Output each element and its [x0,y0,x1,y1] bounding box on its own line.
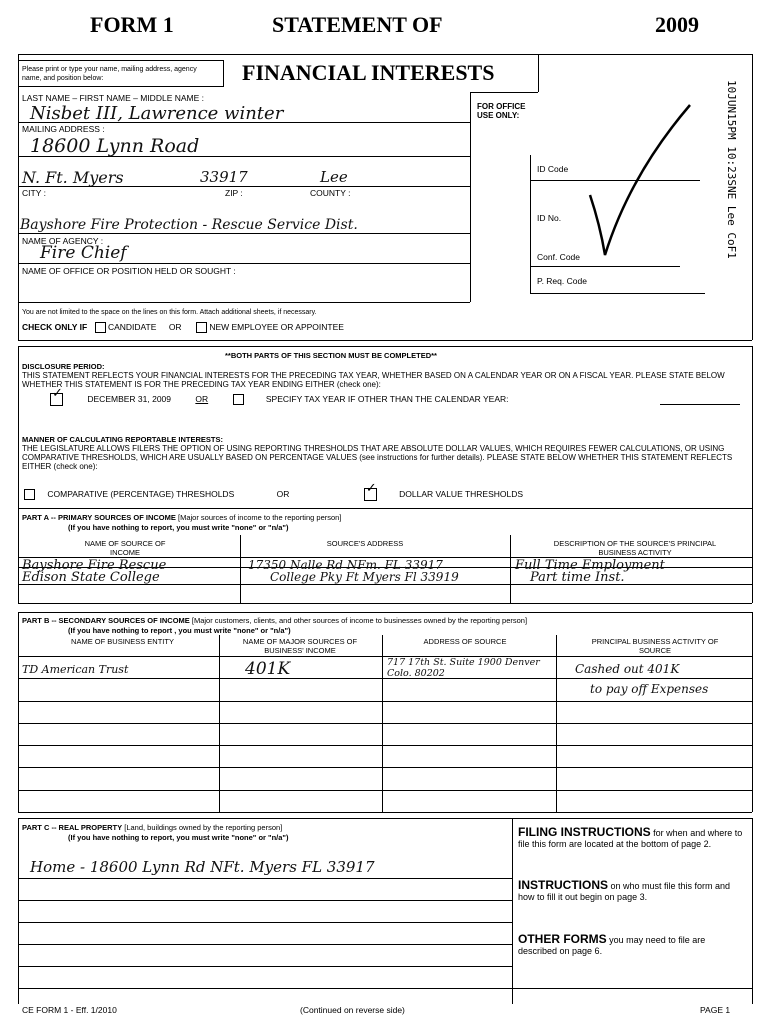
comparative-checkbox[interactable] [24,489,35,500]
dec31-label: DECEMBER 31, 2009 [87,393,171,404]
part-b-col3-header: ADDRESS OF SOURCE [423,637,507,646]
part-b-note: (If you have nothing to report , you must write "none" or "n/a") [68,626,291,635]
office-use-line1: FOR OFFICE [477,102,526,111]
part-c-title: PART C -- REAL PROPERTY [22,823,123,832]
part-a-row2-address[interactable]: College Pky Ft Myers Fl 33919 [270,570,459,584]
mailing-address-field[interactable]: 18600 Lynn Road [30,135,200,157]
disclosure-period-text: THIS STATEMENT REFLECTS YOUR FINANCIAL INTERESTS FOR THE PRECEDING TAX YEAR, WHETHER BASED ON A CALENDAR YEAR OR ON A FISCAL YEAR. PLEASE STATE BELOW WHETHER THIS STATEMENT IS FOR THE PRECEDING TAX YEAR ENDING EITHER (check one): [22,371,725,389]
footer-continued: (Continued on reverse side) [300,1005,405,1015]
part-b-col2-header: NAME OF MAJOR SOURCES OF BUSINESS' INCOME [242,637,358,655]
other-forms-text: you may need to file are described on page 6. [518,935,706,956]
agency-field[interactable]: Bayshore Fire Protection - Rescue Service Dist. [20,217,358,233]
filing-instructions [518,827,746,850]
how-to-instructions [518,880,746,903]
county-label: COUNTY : [310,188,351,198]
check-only-label: CHECK ONLY IF [22,322,88,332]
new-employee-label: NEW EMPLOYEE OR APPOINTEE [209,322,344,332]
part-a-col1-header: NAME OF SOURCE OF INCOME [84,539,166,557]
dollar-label: DOLLAR VALUE THRESHOLDS [399,488,524,499]
part-c-note: (If you have nothing to report, you must write "none" or "n/a") [68,833,289,842]
part-b-row1-address[interactable]: 717 17th St. Suite 1900 Denver Colo. 80202 [387,657,540,679]
both-parts-notice: **BOTH PARTS OF THIS SECTION MUST BE COMPLETED** [225,351,437,360]
part-b-col1-header: NAME OF BUSINESS ENTITY [71,637,174,646]
part-a-row2-description[interactable]: Part time Inst. [530,570,625,585]
other-tax-year-checkbox[interactable] [233,394,244,405]
office-use-line2: USE ONLY: [477,111,520,120]
form-title: FORM 1 [90,12,174,37]
part-a-note: (If you have nothing to report, you must write "none" or "n/a") [68,523,289,532]
statement-title-line2: FINANCIAL INTERESTS [242,60,495,85]
tax-year-row [50,385,509,406]
name-label: LAST NAME – FIRST NAME – MIDDLE NAME : [22,93,205,103]
zip-label: ZIP : [225,188,243,198]
part-c-row1[interactable]: Home - 18600 Lynn Rd NFt. Myers FL 33917 [30,858,375,876]
part-a-row1-address[interactable]: 17350 Nalle Rd NFm. FL 33917 [248,558,443,572]
part-c-subtitle: [Land, buildings owned by the reporting person] [124,823,283,832]
disclosure-or-label: OR [195,393,209,404]
comparative-label: COMPARATIVE (PERCENTAGE) THRESHOLDS [47,488,235,499]
check-only-row [22,322,344,333]
other-forms-heading: OTHER FORMS [518,932,607,946]
id-code-label: ID Code [537,164,569,174]
manner-heading: MANNER OF CALCULATING REPORTABLE INTERESTS: [22,435,223,444]
part-b-title: PART B -- SECONDARY SOURCES OF INCOME [22,616,190,625]
part-c-heading [22,823,282,832]
part-b-row1-entity[interactable]: TD American Trust [22,663,129,676]
p-req-code-label: P. Req. Code [537,276,587,286]
part-b-row1-activity[interactable]: Cashed out 401K [575,662,680,676]
check-or-label: OR [168,322,182,332]
part-b-row2-activity[interactable]: to pay off Expenses [590,682,709,696]
disclosure-period-heading: DISCLOSURE PERIOD: [22,362,105,371]
manner-text: THE LEGISLATURE ALLOWS FILERS THE OPTION OF USING REPORTING THRESHOLDS THAT ARE ABSOLUTE DOLLAR VALUES, WHICH REQUIRES FEWER CALCULATIONS, OR USING COMPARATIVE THRESHOLDS, WHICH ARE USUALLY BASED ON PERCENTAGE VALUES (see instructions for further details). PLEASE STATE BELOW WHETHER THIS STATEMENT REFLECTS EITHER (check one): [22,444,733,471]
part-a-heading [22,513,341,522]
position-label: NAME OF OFFICE OR POSITION HELD OR SOUGHT : [22,266,236,276]
filing-instructions-text: for when and where to file this form are located at the bottom of page 2. [518,828,743,849]
threshold-or-label: OR [276,488,290,499]
dec31-checkbox[interactable]: ✓ [50,393,63,406]
zip-field[interactable]: 33917 [200,168,248,186]
new-employee-checkbox[interactable] [196,322,207,333]
checkmark-icon [570,95,700,265]
office-use-label [477,102,525,120]
part-a-row1-description[interactable]: Full Time Employment [515,558,665,573]
candidate-checkbox[interactable] [95,322,106,333]
city-field[interactable]: N. Ft. Myers [22,168,124,187]
part-a-row1-name[interactable]: Bayshore Fire Rescue [22,558,167,573]
part-a-subtitle: [Major sources of income to the reporting person] [178,513,342,522]
city-label: CITY : [22,188,46,198]
specify-tax-year-label: SPECIFY TAX YEAR IF OTHER THAN THE CALENDAR YEAR: [265,393,509,404]
name-field[interactable]: Nisbet III, Lawrence winter [30,103,284,124]
conf-code-label: Conf. Code [537,252,580,262]
statement-title-line1: STATEMENT OF [272,12,443,37]
footer-form-id: CE FORM 1 - Eff. 1/2010 [22,1005,117,1015]
attach-notice: You are not limited to the space on the lines on this form. Attach additional sheets, if necessary. [22,309,317,316]
dollar-checkbox[interactable]: ✓ [364,488,377,501]
part-b-col4-header: PRINCIPAL BUSINESS ACTIVITY OF SOURCE [591,637,719,655]
agency-label: NAME OF AGENCY : [22,236,104,246]
instructions-heading: INSTRUCTIONS [518,878,608,892]
received-stamp: 10JUN15PM 10:23SNE Lee CoF1 [725,80,738,259]
part-a-title: PART A -- PRIMARY SOURCES OF INCOME [22,513,176,522]
part-a-col3-header: DESCRIPTION OF THE SOURCE'S PRINCIPAL BUSINESS ACTIVITY [553,539,717,557]
part-a-row2-name[interactable]: Edison State College [22,570,160,585]
id-no-label: ID No. [537,213,562,223]
part-b-heading [22,616,527,625]
print-instruction: Please print or type your name, mailing address, agency name, and position below: [22,66,197,82]
filing-instructions-heading: FILING INSTRUCTIONS [518,825,651,839]
part-a-col2-header: SOURCE'S ADDRESS [326,539,404,548]
instructions-text: on who must file this form and how to fill it out begin on page 3. [518,881,731,902]
footer-page-number: PAGE 1 [700,1005,731,1015]
form-year: 2009 [655,12,699,37]
threshold-row [24,480,524,501]
county-field[interactable]: Lee [320,168,348,186]
part-b-row1-source[interactable]: 401K [245,659,291,679]
candidate-label: CANDIDATE [107,322,157,332]
position-field[interactable]: Fire Chief [40,243,127,263]
part-b-subtitle: [Major customers, clients, and other sources of income to businesses owned by the reporting person] [191,616,528,625]
other-forms [518,934,746,957]
mailing-label: MAILING ADDRESS : [22,124,105,134]
